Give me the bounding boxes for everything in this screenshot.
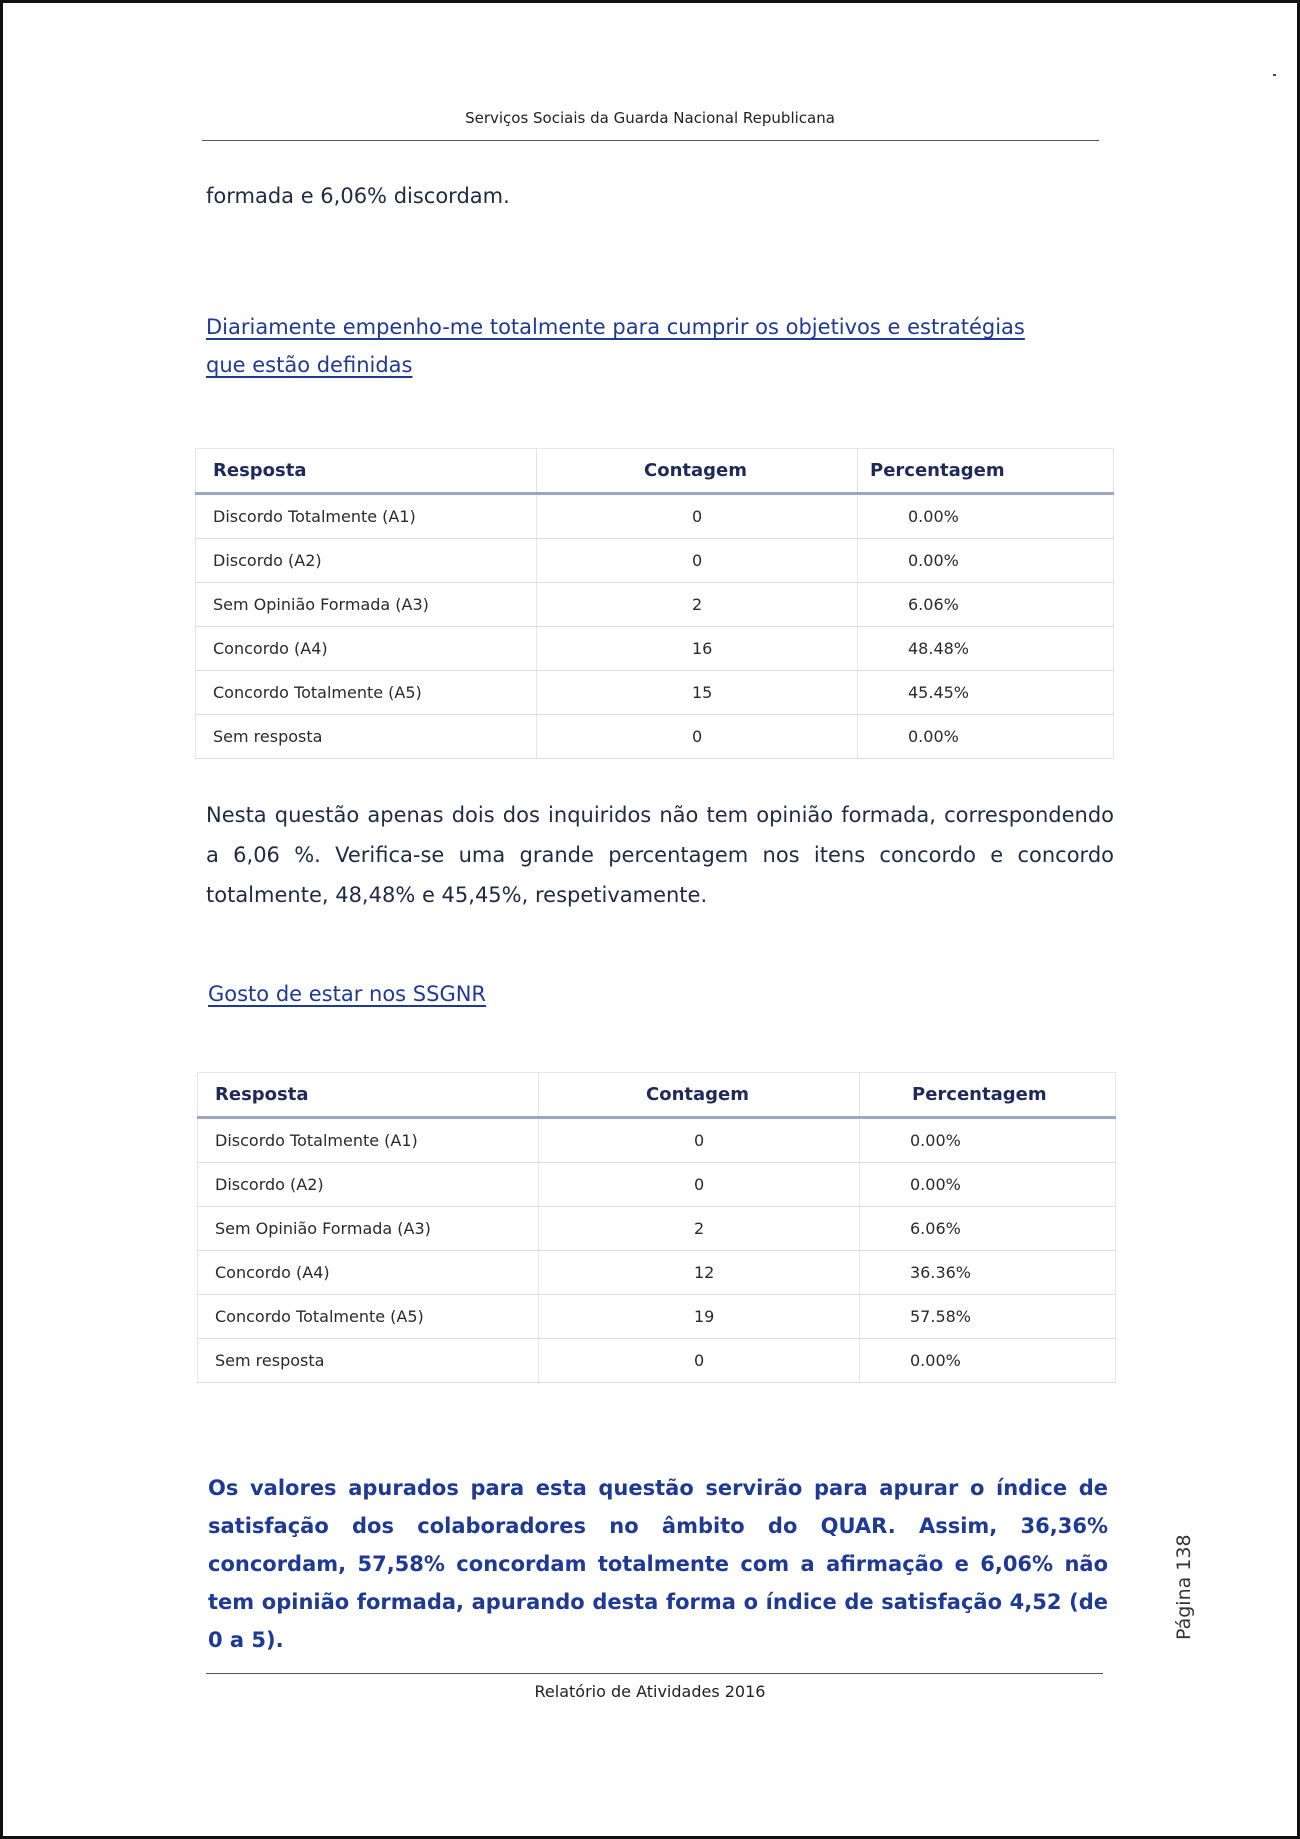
cell-percentagem: 0.00% xyxy=(858,539,1114,583)
cell-resposta: Discordo Totalmente (A1) xyxy=(198,1118,539,1163)
cell-contagem: 0 xyxy=(539,1118,860,1163)
table-header-row xyxy=(198,1073,1116,1118)
cell-percentagem: 0.00% xyxy=(858,715,1114,759)
table-row xyxy=(196,539,1114,583)
cell-resposta: Sem resposta xyxy=(196,715,537,759)
cell-contagem: 0 xyxy=(539,1163,860,1207)
section1-paragraph: Nesta questão apenas dois dos inquiridos não tem opinião formada, correspondendo a 6,06 %. Verifica-se uma grande percentagem nos itens concordo e concordo totalmente, 48,48% e 45,45%, respetivamente. xyxy=(206,803,1114,907)
cell-percentagem: 6.06% xyxy=(858,583,1114,627)
cell-percentagem: 45.45% xyxy=(858,671,1114,715)
cell-percentagem: 0.00% xyxy=(860,1339,1116,1383)
cell-percentagem: 0.00% xyxy=(860,1163,1116,1207)
cell-resposta: Concordo Totalmente (A5) xyxy=(198,1295,539,1339)
table-row xyxy=(198,1251,1116,1295)
cell-percentagem: 57.58% xyxy=(860,1295,1116,1339)
table-row xyxy=(196,715,1114,759)
page-footer: Relatório de Atividades 2016 xyxy=(534,1682,766,1701)
page-header: Serviços Sociais da Guarda Nacional Republicana xyxy=(465,109,835,127)
cell-percentagem: 6.06% xyxy=(860,1207,1116,1251)
cell-contagem: 16 xyxy=(537,627,858,671)
cell-resposta: Discordo (A2) xyxy=(196,539,537,583)
cell-resposta: Sem Opinião Formada (A3) xyxy=(198,1207,539,1251)
table-row xyxy=(198,1295,1116,1339)
table-row xyxy=(198,1339,1116,1383)
scan-speck xyxy=(1273,74,1276,76)
cell-contagem: 19 xyxy=(539,1295,860,1339)
cell-resposta: Discordo (A2) xyxy=(198,1163,539,1207)
cell-percentagem: 48.48% xyxy=(858,627,1114,671)
table-header-row xyxy=(196,449,1114,494)
page-number-label: Página 138 xyxy=(1173,1534,1195,1640)
cell-resposta: Concordo (A4) xyxy=(198,1251,539,1295)
section2-conclusion: Os valores apurados para esta questão servirão para apurar o índice de satisfação dos colaboradores no âmbito do QUAR. Assim, 36,36% concordam, 57,58% concordam totalmente com a afirmação e 6,06% não tem opinião formada, apurando desta forma o índice de satisfação 4,52 (de 0 a 5). xyxy=(208,1476,1108,1652)
cell-contagem: 2 xyxy=(537,583,858,627)
table-row xyxy=(196,671,1114,715)
section2-table xyxy=(197,1072,1116,1383)
column-header-resposta: Resposta xyxy=(198,1073,539,1118)
table-row xyxy=(196,494,1114,539)
cell-percentagem: 0.00% xyxy=(860,1118,1116,1163)
cell-resposta: Concordo (A4) xyxy=(196,627,537,671)
header-divider xyxy=(202,140,1099,141)
intro-text: formada e 6,06% discordam. xyxy=(206,184,510,208)
column-header-contagem: Contagem xyxy=(537,449,858,494)
cell-contagem: 2 xyxy=(539,1207,860,1251)
cell-resposta: Discordo Totalmente (A1) xyxy=(196,494,537,539)
footer-divider xyxy=(206,1673,1103,1674)
section1-table xyxy=(195,448,1114,759)
cell-resposta: Sem Opinião Formada (A3) xyxy=(196,583,537,627)
column-header-resposta: Resposta xyxy=(196,449,537,494)
table-row xyxy=(198,1163,1116,1207)
cell-resposta: Sem resposta xyxy=(198,1339,539,1383)
table-row xyxy=(196,627,1114,671)
cell-contagem: 0 xyxy=(537,494,858,539)
scan-border-top xyxy=(0,0,1300,3)
cell-resposta: Concordo Totalmente (A5) xyxy=(196,671,537,715)
section1-heading: Diariamente empenho-me totalmente para cumprir os objetivos e estratégias que estão definidas xyxy=(206,315,1025,377)
cell-contagem: 15 xyxy=(537,671,858,715)
scan-border-left xyxy=(0,0,3,1839)
column-header-percentagem: Percentagem xyxy=(860,1073,1116,1118)
table-row xyxy=(198,1207,1116,1251)
cell-percentagem: 36.36% xyxy=(860,1251,1116,1295)
section2-heading: Gosto de estar nos SSGNR xyxy=(208,982,487,1006)
cell-contagem: 12 xyxy=(539,1251,860,1295)
cell-percentagem: 0.00% xyxy=(858,494,1114,539)
table-row xyxy=(196,583,1114,627)
cell-contagem: 0 xyxy=(539,1339,860,1383)
cell-contagem: 0 xyxy=(537,539,858,583)
table-row xyxy=(198,1118,1116,1163)
column-header-percentagem: Percentagem xyxy=(858,449,1114,494)
column-header-contagem: Contagem xyxy=(539,1073,860,1118)
cell-contagem: 0 xyxy=(537,715,858,759)
